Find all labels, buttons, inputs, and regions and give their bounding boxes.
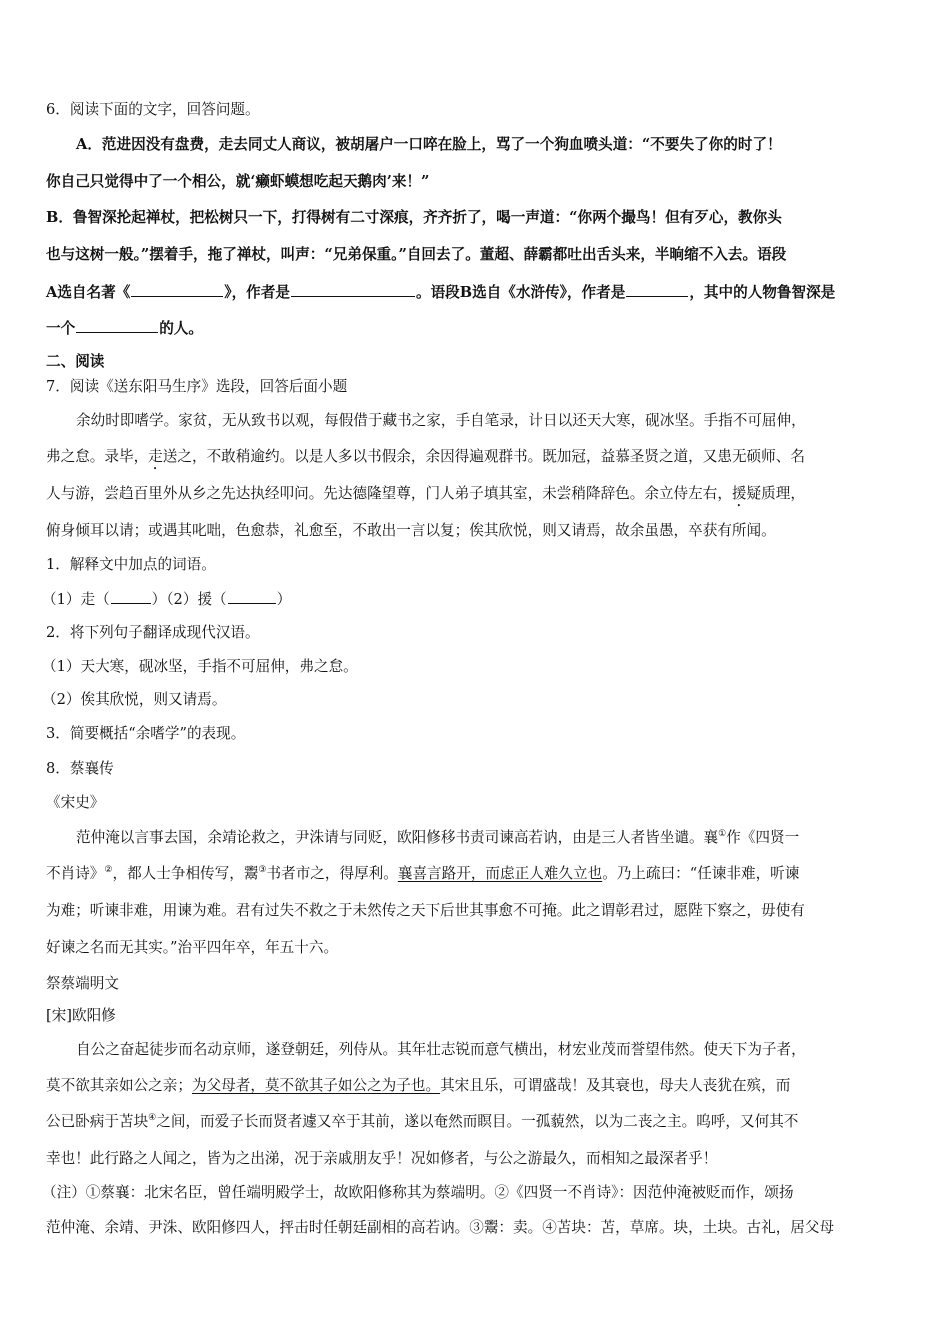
blank-label: ）（2）援（ (151, 591, 227, 608)
q7-sub1-blanks (42, 589, 291, 610)
q7-sub2-item: （1）天大寒，砚冰坚，手指不可屈伸，弗之怠。 (42, 658, 358, 675)
footnote-ref: ① (718, 829, 727, 839)
q8-eulogy-line (46, 1076, 790, 1096)
footnote-ref: ③ (258, 865, 267, 875)
q8-eulogy-line: 自公之奋起徒步而名动京师，遂登朝廷，列侍从。其年壮志锐而意气横出，材宏业茂而誉望伟然。使天下为子者， (76, 1041, 806, 1058)
passage-text: 作《四贤一 (726, 829, 800, 846)
dotted-word-zou: 走 (148, 448, 163, 465)
yuan-answer-blank[interactable] (228, 589, 276, 604)
underlined-sentence: 襄喜言路开，而虑正人难久立也 (397, 865, 603, 882)
underlined-sentence: 为父母者，莫不欲其子如公之为子也。 (191, 1077, 441, 1094)
q6-fill-line-2 (46, 318, 203, 339)
section-heading: 二、阅读 (46, 353, 105, 370)
q6-fill-text: 。语段B选自《水浒传》，作者是 (415, 284, 626, 301)
passage-text: 其宋且乐，可谓盛哉！及其衰也，母夫人丧犹在殡，而 (440, 1077, 791, 1094)
q7-sub3: 3．简要概括“余嗜学”的表现。 (46, 725, 246, 742)
passage-text: 弗之怠。录毕， (46, 448, 149, 465)
passage-text: 之间，而爱子长而贤者遽又卒于其前，遂以奄然而瞑目。一孤藐然，以为二丧之主。呜呼，又何其不 (156, 1113, 799, 1130)
passage-text: 不肖诗》 (46, 865, 105, 882)
q8-eulogy-line (46, 1112, 798, 1132)
q7-passage-line (46, 447, 805, 473)
dotted-word-yuan: 援 (731, 485, 747, 502)
passage-text: 莫不欲其亲如公之亲； (46, 1077, 192, 1094)
q8-source-song-shi: 《宋史》 (46, 794, 105, 811)
q6-fill-text: 的人。 (159, 320, 203, 337)
q8-author: [宋]欧阳修 (46, 1007, 116, 1024)
blank-label: （1）走（ (42, 591, 110, 608)
q7-sub1: 1．解释文中加点的词语。 (46, 556, 216, 573)
q8-note-line: （注）①蔡襄：北宋名臣，曾任端明殿学士，故欧阳修称其为蔡端明。②《四贤一不肖诗》：因范仲淹被贬而作，颂扬 (42, 1184, 794, 1201)
q8-source-ji-wen: 祭蔡端明文 (46, 975, 119, 992)
passage-text: ，都人士争相传写，鬻 (112, 865, 259, 882)
passage-text: 疑质理， (746, 485, 805, 502)
zou-answer-blank[interactable] (111, 589, 151, 604)
passage-text: 送之，不敢稍逾约。以是人多以书假余，余因得遍观群书。既加冠，益慕圣贤之道，又患无硕师、名 (162, 448, 805, 465)
q6-passage-a-line1: A．范进因没有盘费，走去同丈人商议，被胡屠户一口啐在脸上，骂了一个狗血喷头道：“不要失了你的时了！ (76, 136, 782, 153)
character-blank[interactable] (76, 318, 158, 333)
q6-passage-a-line2: 你自己只觉得中了一个相公，就‘癞虾蟆想吃起天鹅肉’来！” (46, 173, 430, 190)
passage-text: 范仲淹以言事去国，余靖论救之，尹洙请与同贬，欧阳修移书责司谏高若讷，由是三人者皆坐谴。襄 (76, 829, 719, 846)
q8-passage-line: 好谏之名而无其实。”治平四年卒，年五十六。 (46, 939, 339, 956)
q7-title: 7．阅读《送东阳马生序》选段，回答后面小题 (46, 378, 348, 395)
q6-title: 6．阅读下面的文字，回答问题。 (46, 101, 260, 118)
q8-note-line: 范仲淹、余靖、尹洙、欧阳修四人，抨击时任朝廷副相的高若讷。③鬻：卖。④苫块：苫，草席。块，土块。古礼，居父母 (46, 1219, 835, 1236)
q8-passage-line (76, 828, 799, 848)
q7-sub2-item: （2）俟其欣悦，则又请焉。 (42, 691, 227, 708)
q6-fill-text: 》，作者是 (224, 284, 290, 301)
author-b-blank[interactable] (626, 282, 688, 297)
blank-label: ） (276, 591, 292, 608)
footnote-ref: ② (104, 865, 113, 875)
q6-fill-line (46, 282, 835, 303)
author-a-blank[interactable] (291, 282, 415, 297)
q8-passage-line (46, 864, 799, 884)
passage-text: 。乃上疏曰：“任谏非难，听谏 (602, 865, 800, 882)
q6-fill-text: A选自名著《 (46, 284, 131, 301)
q6-passage-b-line2: 也与这树一般。”摆着手，拖了禅杖，叫声：“兄弟保重。”自回去了。董超、薛霸都吐出舌头来，半晌缩不入去。语段 (46, 246, 787, 263)
book-title-blank[interactable] (131, 282, 223, 297)
passage-text: 公已卧病于苫块 (46, 1113, 149, 1130)
q8-passage-line: 为难；听谏非难，用谏为难。君有过失不救之于未然传之天下后世其事愈不可掩。此之谓彰君过，愿陛下察之，毋使有 (46, 902, 805, 919)
q7-passage-line: 余幼时即嗜学。家贫，无从致书以观，每假借于藏书之家，手自笔录，计日以还天大寒，砚冰坚。手指不可屈伸， (76, 412, 806, 429)
q6-passage-b-line1: B．鲁智深抡起禅杖，把松树只一下，打得树有二寸深痕，齐齐折了，喝一声道：“你两个撮鸟！但有歹心，教你头 (46, 209, 782, 226)
q6-fill-text: ，其中的人物鲁智深是 (689, 284, 836, 301)
passage-text: 人与游，尝趋百里外从乡之先达执经叩问。先达德隆望尊，门人弟子填其室，未尝稍降辞色。余立侍左右， (46, 485, 732, 502)
q7-passage-line (46, 484, 805, 510)
q6-fill-text: 一个 (46, 320, 76, 337)
q7-passage-line: 俯身倾耳以请；或遇其叱咄，色愈恭，礼愈至，不敢出一言以复；俟其欣悦，则又请焉，故余虽愚，卒获有所闻。 (46, 522, 776, 539)
q8-eulogy-line: 幸也！此行路之人闻之，皆为之出涕，况于亲戚朋友乎！况如修者，与公之游最久，而相知之最深者乎！ (46, 1150, 718, 1167)
passage-text: 书者市之，得厚利。 (266, 865, 398, 882)
q8-title: 8．蔡襄传 (46, 760, 114, 777)
footnote-ref: ④ (148, 1113, 157, 1123)
q7-sub2: 2．将下列句子翻译成现代汉语。 (46, 624, 260, 641)
